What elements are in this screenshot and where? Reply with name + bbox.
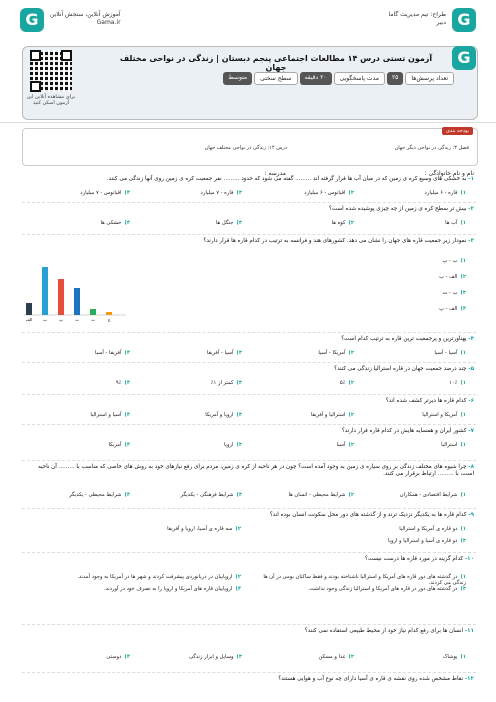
question-text: پهناورترین و پرجمعیت ترین قاره به ترتیب کدام است؟ [341,336,467,342]
question-divider [22,508,476,509]
question-divider [22,460,476,461]
option-number: ۳) [236,220,242,226]
option-1[interactable] [441,442,466,448]
option-number: ۳) [236,350,242,356]
option-2[interactable] [337,442,354,448]
header-left-text [50,11,121,27]
option-4[interactable] [439,306,466,312]
option-label: کوه ها [331,220,346,226]
option-number: ۴) [124,442,130,448]
designer-label: طراح: تیم مدیریت گاما [388,11,446,18]
option-number: ۲) [348,350,354,356]
question-divider [22,424,476,425]
option-label: آسیا و استرالیا [90,412,122,418]
question-12 [24,676,474,683]
meta-key: مدت پاسخگویی [334,72,385,85]
option-number: ۲) [348,412,354,418]
option-label: شرایط فرهنگی - یکدیگر [180,492,234,498]
question-text: کدام گزینه در مورد قاره ها درست نیست؟ [364,556,464,562]
option-number: ۳) [236,442,242,448]
option-label: خشکی ها [100,220,122,226]
option-3[interactable] [216,220,242,226]
population-bar-chart [20,245,130,323]
option-label: در گذشته های دور در قاره های آمریکا و استرالیا زندگی وجود نداشت. [308,586,458,592]
option-label: آسیا [336,442,346,448]
question-8 [24,464,474,478]
exam-title: آزمون تستی درس ۱۴ مطالعات اجتماعی پنجم دبستان | زندگی در نواحی مختلف جهان [119,54,433,72]
option-label: اقیانوس - ۷ میلیارد [80,190,122,196]
question-text: چند درصد جمعیت جهان در قاره استرالیا زندگی می کنند؟ [334,366,467,372]
option-label: قاره - ۶ میلیارد [424,190,458,196]
question-number: ۷- [468,428,474,434]
option-1[interactable] [400,492,466,498]
option-label: آمریکا [108,442,122,448]
meta-value: ۲۰ دقیقه [300,72,332,85]
budget-lesson: درس ۱۴: زندگی در نواحی مختلف جهان [204,145,287,151]
option-label: غذا و مسکن [318,654,346,660]
option-4[interactable] [108,442,130,448]
question-number: ۸- [468,464,474,470]
option-2[interactable] [26,526,241,532]
bar-ب [42,267,48,315]
option-2[interactable] [340,380,354,386]
tick-label: ث [91,317,95,322]
option-2[interactable] [26,574,241,580]
option-label: ۱۰٪ [449,380,458,386]
option-2[interactable] [304,190,354,196]
option-number: ۴) [124,412,130,418]
option-3[interactable] [181,492,242,498]
option-2[interactable] [288,492,354,498]
option-number: ۴) [124,220,130,226]
option-number: ۳) [236,654,242,660]
meta-key: تعداد پرسش‌ها [405,72,454,85]
question-11 [24,628,474,635]
option-label: دو قاره ی آمریکا و استرالیا [399,526,458,532]
option-number: ۱) [460,412,466,418]
option-label: آمریکا - آسیا [318,350,346,356]
option-4[interactable] [80,190,130,196]
question-divider [22,552,476,553]
option-3[interactable] [211,380,242,386]
question-number: ۲- [468,206,474,212]
option-1[interactable] [443,654,466,660]
option-label: اروپا و آمریکا [205,412,234,418]
budget-tag: بودجه بندی [442,127,473,135]
bar-پ [58,279,64,315]
question-divider [22,202,476,203]
option-number: ۱) [460,190,466,196]
option-1[interactable] [434,350,466,356]
option-number: ۴) [124,350,130,356]
question-number: ۵- [468,366,474,372]
option-number: ۱) [460,220,466,226]
option-number: ۳) [236,492,242,498]
option-2[interactable] [332,220,354,226]
question-divider [22,362,476,363]
question-4 [24,336,474,343]
header-right-text [389,11,446,27]
tick-label: ج [107,317,111,322]
option-4[interactable] [106,654,130,660]
question-3 [24,238,474,245]
question-divider [22,672,476,673]
slogan-label: آموزش آنلاین، سنجش آنلاین [50,11,121,18]
question-number: ۴- [468,336,474,342]
option-number: ۲) [348,442,354,448]
site-label: Gama.ir [96,19,121,26]
option-label: دو قاره ی آسیا و استرالیا و اروپا [387,538,458,544]
option-3[interactable] [205,412,242,418]
tick-label: الف [25,317,33,322]
budget-box [22,128,478,166]
option-4[interactable] [100,220,130,226]
option-number: ۲) [235,574,241,580]
option-label: قاره - ۷ میلیارد [200,190,234,196]
gama-logo-icon-left: G [20,8,44,32]
meta-value: متوسط [223,72,252,85]
option-1[interactable] [425,190,466,196]
bar-الف [26,303,32,315]
option-label: استرالیا [441,442,458,448]
option-number: ۲) [460,274,466,280]
option-label: وسایل و ابزار زندگی [189,654,234,660]
option-4[interactable] [90,412,130,418]
option-number: ۲) [348,654,354,660]
option-label: پوشاک [442,654,458,660]
option-3[interactable] [251,538,466,544]
exam-logo-icon: G [452,46,476,70]
option-label: جنگل ها [215,220,234,226]
option-label: ب - ت [442,290,458,296]
option-label: در گذشته های دور قاره های آمریکا و استرالیا ناشناخته بودند و فقط ساکنان بومی در آن ها زندگی می کردند. [263,574,466,586]
option-label: آسیا - آسیا [434,350,458,356]
option-label: آمریکا و استرالیا [422,412,458,418]
option-label: شرایط محیطی - یکدیگر [69,492,122,498]
option-number: ۱) [460,492,466,498]
question-number: ۱۰- [464,556,474,562]
question-number: ۳- [468,238,474,244]
option-label: آفریقا - آسیا [94,350,122,356]
question-divider [22,234,476,235]
qr-caption: برای مشاهده آنلاین این آزمون اسکن کنید [26,94,76,106]
question-text: نمودار زیر جمعیت قاره های جهان را نشان می دهد. کشورهای هند و فرانسه به ترتیب در کدام قاره ها قرار دارند؟ [203,238,467,244]
option-3[interactable] [224,442,242,448]
question-number: ۱۲- [464,676,474,682]
option-4[interactable] [69,492,130,498]
question-2 [24,206,474,213]
question-text: انسان ها برای رفع کدام نیاز خود از محیط طبیعی استفاده نمی کنند؟ [304,628,464,634]
question-10 [24,556,474,563]
option-label: کمتر از ۱٪ [210,380,234,386]
question-text: کدام قاره ها دیرتر کشف شده اند؟ [385,398,467,404]
option-number: ۲) [348,492,354,498]
option-number: ۴) [235,586,241,592]
option-number: ۳) [460,586,466,592]
student-name-field[interactable]: نام و نام خانوادگی : [424,170,474,177]
option-number: ۲) [348,220,354,226]
question-divider [22,624,476,625]
budget-chapter: فصل ۳: زندگی در نواحی دیگر جهان [394,145,469,151]
option-number: ۲) [348,190,354,196]
option-label: الف - ب [439,274,458,280]
option-number: ۴) [124,190,130,196]
option-number: ۴) [460,306,466,312]
option-1[interactable] [251,574,466,586]
option-label: استرالیا و آفریقا [310,412,346,418]
option-label: شرایط محیطی - انسان ها [288,492,346,498]
option-1[interactable] [251,526,466,532]
tick-label: پ [59,317,63,322]
option-3[interactable] [443,290,466,296]
option-2[interactable] [311,412,354,418]
option-number: ۱) [460,442,466,448]
option-label: ب - پ [442,258,458,264]
option-1[interactable] [449,380,466,386]
school-field[interactable]: مدرسه : [264,170,286,177]
option-number: ۲) [348,380,354,386]
option-label: ۹٪ [115,380,122,386]
option-1[interactable] [445,220,466,226]
option-1[interactable] [443,258,466,264]
option-2[interactable] [439,274,466,280]
option-label: آسیا - آفریقا [206,350,234,356]
divider [0,122,496,123]
option-3[interactable] [189,654,242,660]
option-number: ۴) [124,654,130,660]
option-number: ۳) [236,412,242,418]
question-text: کدام قاره ها به یکدیگر نزدیک ترند و از گذشته های دور محل سکونت انسان بوده اند؟ [269,512,467,518]
question-text: چرا شیوه های مختلف زندگی بر روی سیاره ی زمین به وجود آمده است؟ چون در هر ناحیه از کره ی زمین، مردم برای رفع نیازهای خود به روش های خاصی که مناسب با ......... آن ناحیه است، با ......... ارتباط برقرار می کنند. [38,464,474,477]
question-divider [22,394,476,395]
option-number: ۱) [460,654,466,660]
question-text: بیش تر سطح کره ی زمین از چه چیزی پوشیده شده است؟ [329,206,467,212]
option-number: ۳) [236,190,242,196]
qr-code-icon[interactable] [30,50,72,92]
question-text: به خشکی های وسیع کره ی زمین که در میان آب ها قرار گرفته اند ......... گفته می شود که حدود ......... نفر جمعیت کره ی زمین روی آنها زندگی می کنند. [106,176,467,182]
option-number: ۱) [460,380,466,386]
teacher-label: دبیر [436,19,446,26]
question-9 [24,512,474,519]
option-1[interactable] [422,412,466,418]
page-header [0,0,496,40]
tick-label: ت [75,317,79,322]
option-number: ۲) [235,526,241,532]
option-number: ۱) [460,350,466,356]
gama-logo-icon: G [452,8,476,32]
question-divider [22,332,476,333]
option-number: ۱) [460,526,466,532]
question-number: ۱- [468,176,474,182]
option-number: ۳) [236,380,242,386]
option-label: اروپاییان قاره های آمریکا و اروپا را به تصرف خود در آوردند. [103,586,233,592]
option-4[interactable] [26,586,241,592]
option-label: ۵٪ [339,380,346,386]
question-5 [24,366,474,373]
meta-key: سطح سختی [254,72,297,85]
option-label: اروپاییان در دریانوردی پیشرفت کردند و شهر ها در آمریکا به وجود آمدند. [77,574,233,580]
option-2[interactable] [318,350,354,356]
option-4[interactable] [116,380,130,386]
question-number: ۱۱- [464,628,474,634]
meta-value: ۲۵ [387,72,403,85]
question-text: کشور ایران و همسایه هایش در کدام قاره قرار دارند؟ [341,428,467,434]
question-7 [24,428,474,435]
option-number: ۱) [460,258,466,264]
option-number: ۱) [460,574,466,580]
option-3[interactable] [201,190,242,196]
question-number: ۹- [468,512,474,518]
tick-label: ب [43,317,47,322]
option-2[interactable] [319,654,354,660]
question-1 [24,176,474,183]
question-6 [24,398,474,405]
option-label: اروپا [223,442,234,448]
option-3[interactable] [207,350,242,356]
option-label: اقیانوس - ۶ میلیارد [304,190,346,196]
option-3[interactable] [251,586,466,592]
option-label: دوستی [106,654,122,660]
exam-meta [223,72,454,85]
option-number: ۳) [460,290,466,296]
question-text: نقاط مشخص شده روی نقشه ی قاره ی آسیا دارای چه نوع آب و هوایی هستند؟ [278,676,464,682]
option-number: ۴) [124,492,130,498]
option-label: آب ها [445,220,458,226]
option-number: ۴) [124,380,130,386]
option-4[interactable] [95,350,130,356]
bar-ج [106,312,112,315]
question-number: ۶- [468,398,474,404]
option-label: الف - پ [439,306,458,312]
option-number: ۳) [460,538,466,544]
bar-ث [90,309,96,315]
bar-ت [74,288,80,315]
option-label: سه قاره ی آسیا، اروپا و آفریقا [167,526,233,532]
option-label: شرایط اقتصادی - همکاران [399,492,458,498]
